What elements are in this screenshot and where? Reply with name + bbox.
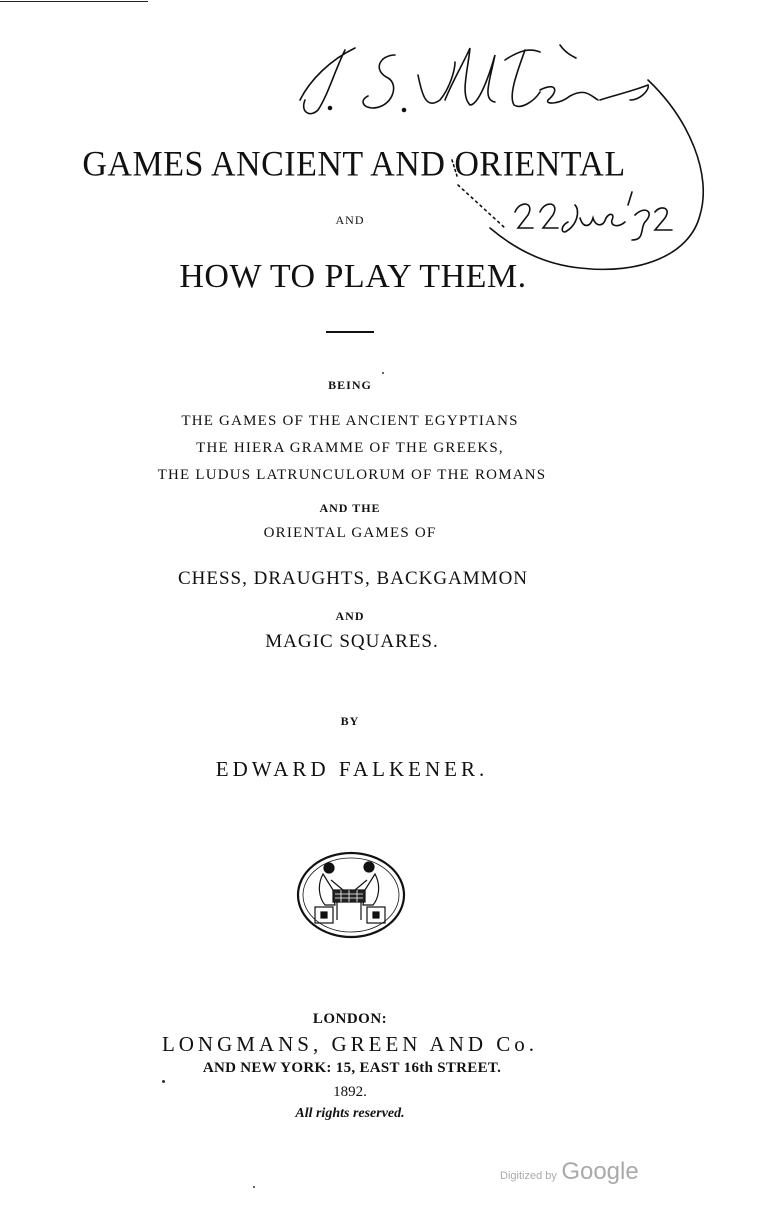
- subtitle-line-2: THE HIERA GRAMME OF THE GREEKS,: [196, 440, 504, 456]
- subtitle-and: AND: [335, 609, 365, 623]
- imprint-publisher: LONGMANS, GREEN AND Co.: [161, 1032, 539, 1056]
- author-name: EDWARD FALKENER.: [215, 757, 489, 781]
- speck: [162, 1080, 165, 1083]
- byline-by: BY: [340, 714, 360, 728]
- watermark-prefix: Digitized by: [500, 1170, 557, 1182]
- title-line-2: HOW TO PLAY THEM.: [179, 258, 527, 295]
- imprint-address: AND NEW YORK: 15, EAST 16th STREET.: [202, 1060, 502, 1076]
- players-vignette-image: [295, 850, 407, 940]
- imprint-rights: All rights reserved.: [295, 1106, 405, 1121]
- watermark-brand: Google: [561, 1158, 639, 1185]
- speck: [253, 1186, 255, 1188]
- imprint-year: 1892.: [333, 1084, 367, 1100]
- title-line-1: GAMES ANCIENT AND ORIENTAL: [82, 145, 626, 184]
- title-connector: AND: [335, 213, 365, 227]
- imprint-city: LONDON:: [312, 1011, 388, 1027]
- title-divider: [326, 331, 374, 333]
- subtitle-and-the: AND THE: [319, 501, 381, 515]
- subtitle-line-3: THE LUDUS LATRUNCULORUM OF THE ROMANS: [157, 467, 547, 483]
- speck: [382, 372, 384, 374]
- digitized-watermark: [500, 1158, 639, 1186]
- subtitle-line-1: THE GAMES OF THE ANCIENT EGYPTIANS: [181, 413, 519, 429]
- subtitle-being: BEING: [328, 378, 372, 392]
- subtitle-line-4: ORIENTAL GAMES OF: [263, 525, 437, 541]
- subtitle-magic: MAGIC SQUARES.: [265, 631, 439, 652]
- subtitle-games: CHESS, DRAUGHTS, BACKGAMMON: [177, 568, 529, 589]
